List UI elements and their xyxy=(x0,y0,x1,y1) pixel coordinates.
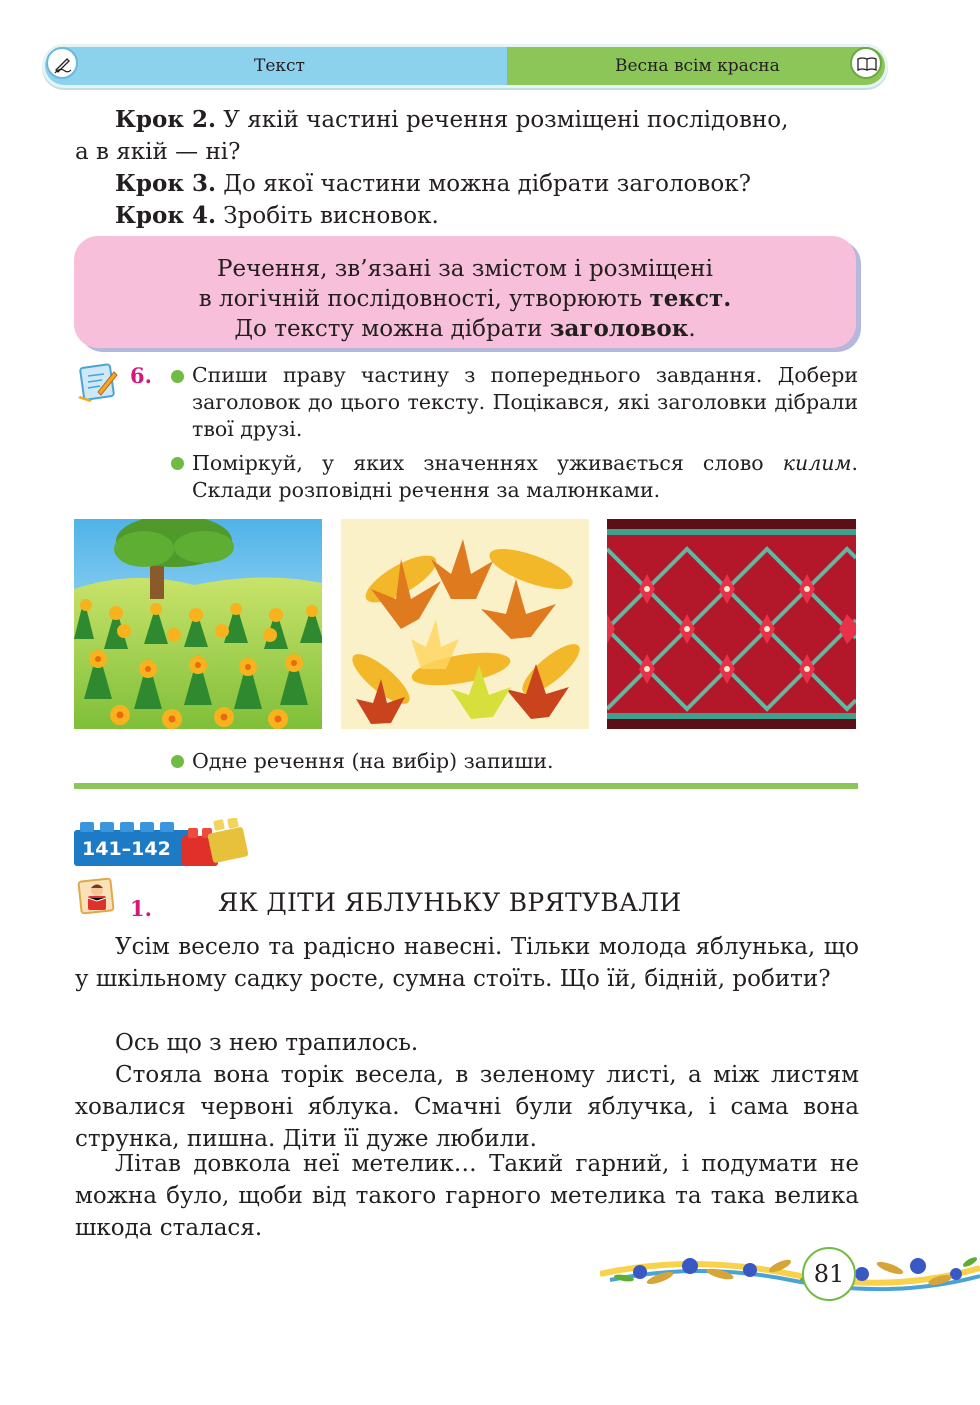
keyword-kylym: килим xyxy=(782,451,852,475)
open-book-icon xyxy=(850,47,882,79)
lesson-pages-label: 141–142 xyxy=(82,838,171,860)
task-6-bullet-2 xyxy=(192,450,858,504)
story-paragraph-4: Літав довкола неї метелик… Такий гарний, і подумати не можна було, щоби від такого гарного метелика та така велика шкода сталася. xyxy=(75,1151,859,1241)
floral-ribbon-decoration xyxy=(600,1244,980,1306)
rule-box xyxy=(74,236,856,348)
story-paragraph-2: Ось що з нею трапилось. xyxy=(115,1030,419,1056)
autumn-leaves-picture xyxy=(341,519,589,729)
rule-line-3 xyxy=(74,314,856,344)
rule-line-3-text: До тексту можна дібрати xyxy=(234,316,550,342)
step-4-label: Крок 4. xyxy=(115,202,216,229)
bullet-icon xyxy=(171,755,184,768)
step-2-text: У якій частині речення розміщені послідовно, xyxy=(215,107,789,133)
story-paragraph-1: Усім весело та радісно навесні. Тільки молода яблунька, що у шкільному садку росте, сумна стоїть. Що їй, бідній, робити? xyxy=(75,934,859,992)
rule-line-2 xyxy=(74,284,856,314)
step-2-continued: а в якій — ні? xyxy=(75,139,241,165)
header-section-right xyxy=(507,47,885,85)
pen-writing-icon xyxy=(46,47,78,79)
page-header xyxy=(42,44,888,88)
task-6-bullet-2-end: . Склади розповідні речення за малюнками. xyxy=(192,451,858,502)
header-right-label: Весна всім красна xyxy=(615,56,780,76)
lesson-pages-badge xyxy=(74,818,250,868)
meadow-picture xyxy=(74,519,322,729)
reading-task-icon xyxy=(76,876,120,918)
step-3-label: Крок 3. xyxy=(115,170,216,197)
task-6-bullet-3: Одне речення (на вибір) запиши. xyxy=(192,749,554,773)
task-1-number: 1. xyxy=(130,896,152,921)
header-left-label: Текст xyxy=(254,56,305,76)
story-title: ЯК ДІТИ ЯБЛУНЬКУ ВРЯТУВАЛИ xyxy=(218,888,682,917)
rule-term-text: текст. xyxy=(649,285,732,312)
rule-line-1: Речення, зв’язані за змістом і розміщені xyxy=(217,256,713,282)
section-divider xyxy=(74,783,858,789)
rule-term-title: заголовок xyxy=(549,315,689,342)
step-3 xyxy=(75,168,859,200)
task-6-bullet-1: Спиши праву частину з попереднього завдання. Добери заголовок до цього тексту. Поцікався, які заголовки дібрали твої друзі. xyxy=(192,363,858,441)
writing-task-icon xyxy=(76,362,120,404)
bullet-icon xyxy=(171,370,184,383)
task-6-bullet-2-text: Поміркуй, у яких значеннях уживається слово xyxy=(192,451,783,475)
page-number: 81 xyxy=(802,1247,856,1301)
step-2 xyxy=(75,104,859,136)
step-2-label: Крок 2. xyxy=(115,106,216,133)
step-4 xyxy=(75,200,859,232)
step-4-text: Зробіть висновок. xyxy=(215,203,439,229)
rule-line-3-end: . xyxy=(688,316,696,342)
header-section-left xyxy=(45,47,507,85)
task-6-number: 6. xyxy=(130,363,152,388)
embroidered-carpet-picture xyxy=(607,519,856,729)
bullet-icon xyxy=(171,457,184,470)
step-3-text: До якої частини можна дібрати заголовок? xyxy=(215,171,751,197)
story-paragraph-3: Стояла вона торік весела, в зеленому листі, а між листям ховалися червоні яблука. Смачні були яблучка, і сама вона стрункa, пишна. Діти її дуже любили. xyxy=(75,1062,859,1152)
rule-line-2-text: в логічній послідовності, утворюють xyxy=(198,286,650,312)
